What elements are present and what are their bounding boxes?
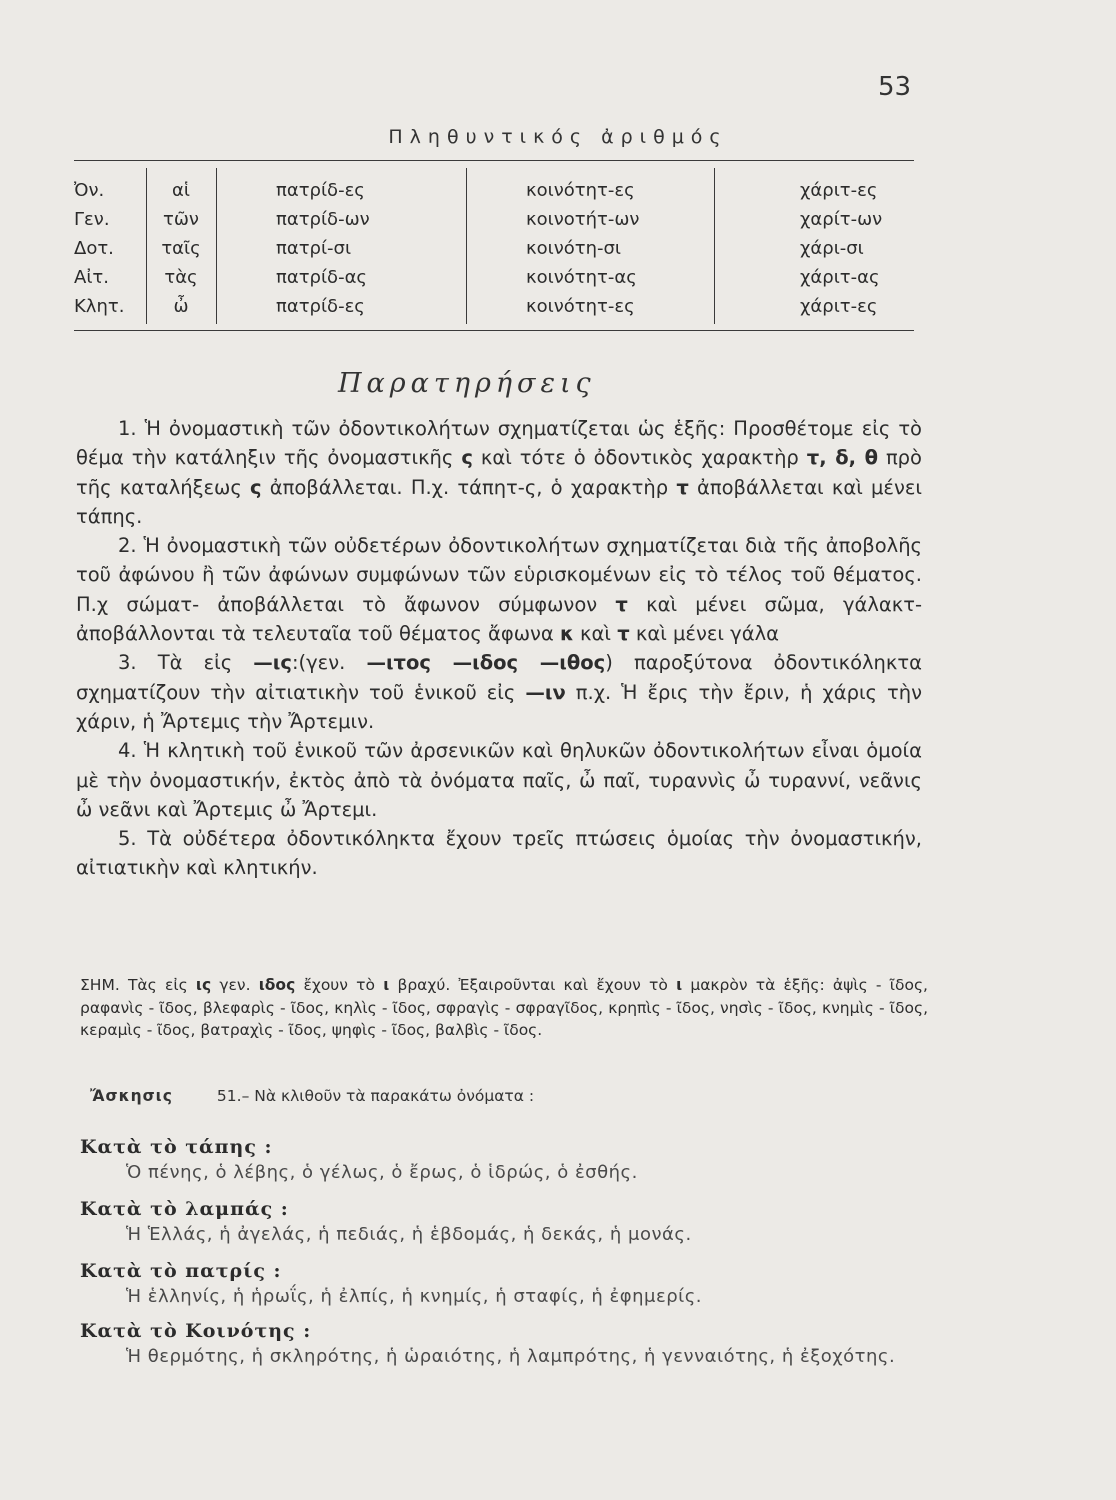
koinotis-cell: κοινότητ-ας <box>526 267 637 288</box>
patris-cell: πατρίδ-ας <box>276 267 367 288</box>
exercise-heading <box>90 1087 534 1105</box>
koinotis-cell: κοινοτήτ-ων <box>526 209 640 230</box>
observation-paragraph: 2. Ἡ ὀνομαστικὴ τῶν οὐδετέρων ὀδοντικολήτων σχηματίζεται διὰ τῆς ἀποβολῆς τοῦ ἀφώνου ἢ τῶν ἀφώνων συμφώνων τῶν εὑρισκομένων εἰς τὸ τέλος τοῦ θέματος. Π.χ σώματ- ἀποβάλλεται τὸ ἄφωνον σύμφωνον τ καὶ μένει σῶμα, γάλακτ- ἀποβάλλονται τὰ τελευταῖα τοῦ θέματος ἄφωνα κ καὶ τ καὶ μένει γάλα <box>76 534 922 646</box>
case-label: Γεν. <box>74 209 110 230</box>
exercise-group-words: Ἡ θερμότης, ἡ σκληρότης, ἡ ὡραιότης, ἡ λαμπρότης, ἡ γενναιότης, ἡ ἐξοχότης. <box>126 1346 896 1367</box>
exercise-group-words: Ἡ Ἑλλάς, ἡ ἀγελάς, ἡ πεδιάς, ἡ ἑβδομάς, ἡ δεκάς, ἡ μονάς. <box>126 1224 692 1245</box>
exercise-group-words: Ἡ ἑλληνίς, ἡ ἡρωΐς, ἡ ἐλπίς, ἡ κνημίς, ἡ σταφίς, ἡ ἐφημερίς. <box>126 1286 703 1307</box>
table-row <box>74 234 914 263</box>
patris-cell: πατρίδ-ων <box>276 209 370 230</box>
article-cell: ὦ <box>173 296 189 317</box>
charis-cell: χάριτ-ες <box>800 296 878 317</box>
table-bottom-rule <box>74 330 914 331</box>
charis-cell: χαρίτ-ων <box>800 209 883 230</box>
exercise-group-words: Ὁ πένης, ὁ λέβης, ὁ γέλως, ὁ ἔρως, ὁ ἱδρώς, ὁ ἐσθής. <box>126 1162 638 1183</box>
section-heading: Παρατηρήσεις <box>338 368 596 399</box>
exercise-label: Ἄσκησις <box>90 1087 173 1105</box>
page-number: 53 <box>878 72 912 102</box>
observation-paragraph: 5. Τὰ οὐδέτερα ὀδοντικόληκτα ἔχουν τρεῖς πτώσεις ὁμοίας τὴν ὀνομαστικήν, αἰτιατικὴν καὶ κλητικήν. <box>76 827 922 880</box>
case-label: Κλητ. <box>74 296 125 317</box>
exercise-group-title: Κατὰ τὸ Κοινότης : <box>80 1320 312 1342</box>
case-label: Αἰτ. <box>74 267 109 288</box>
table-row <box>74 205 914 234</box>
koinotis-cell: κοινότη-σι <box>526 238 622 259</box>
charis-cell: χάρι-σι <box>800 238 864 259</box>
article-cell: τὰς <box>164 267 198 288</box>
note-paragraph: ΣΗΜ. Τὰς εἰς ις γεν. ιδος ἔχουν τὸ ι βραχύ. Ἐξαιροῦνται καὶ ἔχουν τὸ ι μακρὸν τὰ ἑξῆς: ἀψὶς - ῖδος, ραφανὶς - ῖδος, βλεφαρὶς - ῖδος, κηλὶς - ῖδος, σφραγὶς - σφραγῖδος, κρηπὶς - ῖδος, νησὶς - ῖδος, κνημὶς - ῖδος, κεραμὶς - ῖδος, βατραχὶς - ῖδος, ψηφὶς - ῖδος, βαλβὶς - ῖδος. <box>80 976 928 1039</box>
patris-cell: πατρί-σι <box>276 238 352 259</box>
patris-cell: πατρίδ-ες <box>276 296 365 317</box>
exercise-group <box>80 1320 940 1372</box>
declension-table <box>74 176 914 321</box>
charis-cell: χάριτ-ες <box>800 180 878 201</box>
case-label: Δοτ. <box>74 238 114 259</box>
article-cell: αἱ <box>172 180 190 201</box>
table-row <box>74 176 914 205</box>
observation-paragraph: 3. Τὰ εἰς —ις:(γεν. —ιτος —ιδος —ιθος) παροξύτονα ὀδοντικόληκτα σχηματίζουν τὴν αἰτιατικὴν τοῦ ἑνικοῦ εἰς —ιν π.χ. Ἡ ἔρις τὴν ἔριν, ἡ χάρις τὴν χάριν, ἡ Ἄρτεμις τὴν Ἄρτεμιν. <box>76 651 922 733</box>
exercise-group-title: Κατὰ τὸ πατρίς : <box>80 1260 282 1282</box>
exercise-group <box>80 1198 940 1250</box>
exercise-group <box>80 1136 940 1188</box>
observation-paragraph: 4. Ἡ κλητικὴ τοῦ ἑνικοῦ τῶν ἀρσενικῶν καὶ θηλυκῶν ὀδοντικολήτων εἶναι ὁμοία μὲ τὴν ὀνομαστικήν, ἐκτὸς ἀπὸ τὰ ὀνόματα παῖς, ὦ παῖ, τυραννὶς ὦ τυραννί, νεᾶνις ὦ νεᾶνι καὶ Ἄρτεμις ὦ Ἄρτεμι. <box>76 739 922 821</box>
koinotis-cell: κοινότητ-ες <box>526 296 635 317</box>
case-label: Ὀν. <box>74 180 105 201</box>
article-cell: τῶν <box>163 209 199 230</box>
observation-paragraph: 1. Ἡ ὀνομαστικὴ τῶν ὀδοντικολήτων σχηματίζεται ὡς ἑξῆς: Προσθέτομε εἰς τὸ θέμα τὴν κατάληξιν τῆς ὀνομαστικῆς ς καὶ τότε ὁ ὀδοντικὸς χαρακτὴρ τ, δ, θ πρὸ τῆς καταλήξεως ς ἀποβάλλεται. Π.χ. τάπητ-ς, ὁ χαρακτὴρ τ ἀποβάλλεται καὶ μένει τάπης. <box>76 417 923 528</box>
exercise-group-title: Κατὰ τὸ λαμπάς : <box>80 1198 289 1220</box>
table-row <box>74 263 914 292</box>
koinotis-cell: κοινότητ-ες <box>526 180 635 201</box>
exercise-group-title: Κατὰ τὸ τάπης : <box>80 1136 273 1158</box>
article-cell: ταῖς <box>161 238 201 259</box>
table-row <box>74 292 914 321</box>
charis-cell: χάριτ-ας <box>800 267 880 288</box>
table-title: Πληθυντικός ἀριθμός <box>388 126 728 148</box>
exercise-group <box>80 1260 940 1312</box>
exercise-instruction: 51.– Νὰ κλιθοῦν τὰ παρακάτω ὀνόματα : <box>216 1087 535 1105</box>
table-top-rule <box>74 160 914 161</box>
patris-cell: πατρίδ-ες <box>276 180 365 201</box>
observations-body <box>76 414 922 883</box>
